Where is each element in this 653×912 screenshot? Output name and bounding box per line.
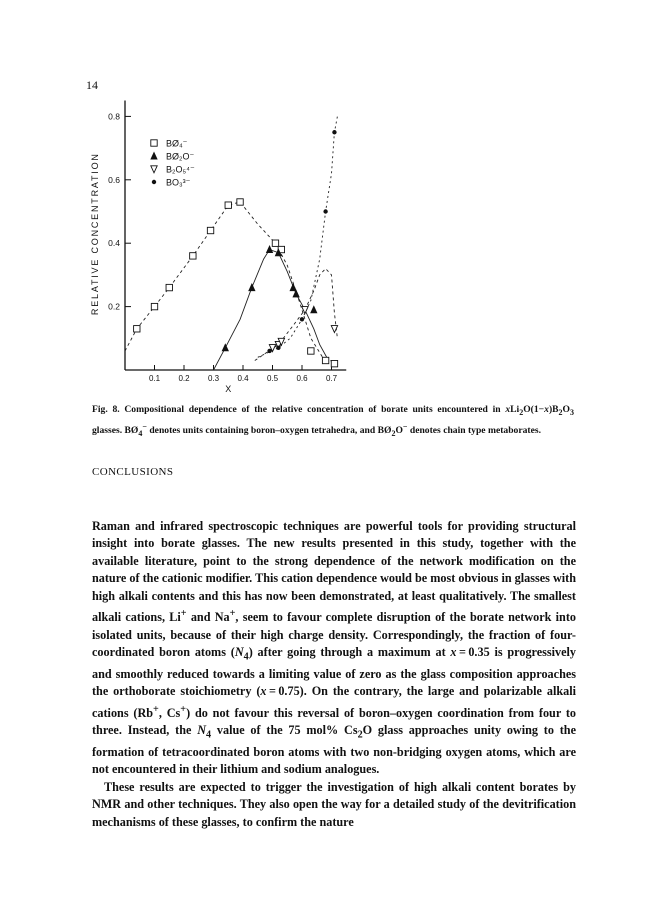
chart-legend bbox=[151, 139, 195, 188]
legend-marker-1 bbox=[151, 152, 157, 159]
y-tick-label: 0.4 bbox=[108, 238, 120, 249]
body-text bbox=[92, 518, 576, 831]
legend-label-0: BØ₄⁻ bbox=[166, 138, 188, 149]
y-tick-label: 0.2 bbox=[108, 301, 120, 312]
data-point-s0-6 bbox=[237, 199, 243, 205]
legend-label-1: BØ₂O⁻ bbox=[166, 151, 195, 162]
x-tick-label: 0.6 bbox=[296, 374, 308, 383]
legend-label-2: B₂O₅⁴⁻ bbox=[166, 164, 195, 175]
figure-chart bbox=[0, 0, 653, 400]
data-point-s0-10 bbox=[322, 357, 328, 363]
data-point-s3-2 bbox=[300, 317, 304, 321]
data-point-s0-3 bbox=[190, 253, 196, 259]
y-axis-label: RELATIVE CONCENTRATION bbox=[90, 152, 100, 316]
legend-marker-2 bbox=[151, 166, 157, 173]
data-point-s3-0 bbox=[267, 349, 271, 353]
data-point-s1-6 bbox=[311, 306, 317, 313]
x-tick-label: 0.5 bbox=[266, 374, 279, 383]
y-tick-label: 0.6 bbox=[108, 174, 120, 185]
paragraph-2: These results are expected to trigger the investigation of high alkali content borates by NMR and other techniques. They also open the way for a detailed study of the devitrification mechanisms of these glasses, to confirm the nature bbox=[92, 779, 576, 829]
data-point-s0-9 bbox=[308, 348, 314, 354]
paragraph-1: Raman and infrared spectroscopic techniques are powerful tools for providing structural insight into borate glasses. The new results presented in this study, together with the available literature, point to the strong dependence of the network modification on the nature of the cationic modifier. This cation dependence would be most obvious in glasses with high alkali contents and this has now been demonstrated, at least qualitatively. The smallest alkali cations, Li+ and Na+, seem to favour complete disruption of the borate network into isolated units, because of their high charge density. Correspondingly, the fraction of four-coordinated boron atoms $(N_4)$ after going through a maximum at x = 0.35 is progressively and smoothly reduced towards a limiting value of zero as the glass composition approaches the orthoborate stoichiometry (x = 0.75). On the contrary, the large and polarizable alkali cations (Rb+, Cs+) do not favour this reversal of boron–oxygen coordination from four to three. Instead, the $N_4$ value of the 75 mol% $Cs_2O$ glass approaches unity owing to the formation of tetracoordinated boron atoms with two non-bridging oxygen atoms, which are not encountered in their lithium and sodium analogues. bbox=[92, 519, 577, 777]
data-point-s3-3 bbox=[323, 209, 327, 213]
data-point-s0-11 bbox=[331, 360, 337, 366]
legend-marker-0 bbox=[151, 140, 157, 146]
x-tick-label: 0.4 bbox=[237, 374, 249, 383]
chart-curves bbox=[125, 116, 337, 370]
data-point-s1-2 bbox=[266, 246, 272, 253]
data-point-s0-5 bbox=[225, 202, 231, 208]
chart-marks bbox=[134, 130, 338, 367]
data-point-s1-0 bbox=[222, 344, 228, 351]
data-point-s0-1 bbox=[151, 303, 157, 309]
legend-label-3: BO₃³⁻ bbox=[166, 177, 191, 188]
data-point-s1-4 bbox=[290, 284, 296, 291]
x-axis-label: X bbox=[225, 384, 232, 394]
section-heading: CONCLUSIONS bbox=[92, 466, 174, 478]
data-point-s0-7 bbox=[272, 240, 278, 246]
data-point-s3-4 bbox=[332, 130, 336, 134]
y-tick-label: 0.8 bbox=[108, 111, 120, 122]
data-point-s1-5 bbox=[293, 290, 299, 297]
x-tick-label: 0.2 bbox=[178, 374, 190, 383]
legend-marker-3 bbox=[152, 180, 156, 184]
series-curve-2 bbox=[255, 269, 338, 361]
data-point-s0-0 bbox=[134, 326, 140, 332]
series-curve-0 bbox=[125, 202, 337, 364]
x-tick-label: 0.3 bbox=[207, 374, 220, 383]
x-tick-label: 0.7 bbox=[325, 374, 338, 383]
data-point-s0-2 bbox=[166, 284, 172, 290]
figure-caption: Fig. 8. Compositional dependence of the relative concentration of borate units encountered in $xLi_2O(1-x)B_2O_3$ glasses. $BØ_4^-$ denotes units containing boron–oxygen tetrahedra, and $BØ_2O^-$ denotes chain type metaborates. bbox=[92, 404, 574, 438]
data-point-s0-4 bbox=[207, 227, 213, 233]
page-number: 14 bbox=[86, 78, 98, 92]
data-point-s1-1 bbox=[249, 284, 255, 291]
x-tick-label: 0.1 bbox=[148, 374, 161, 383]
data-point-s3-1 bbox=[276, 346, 280, 350]
